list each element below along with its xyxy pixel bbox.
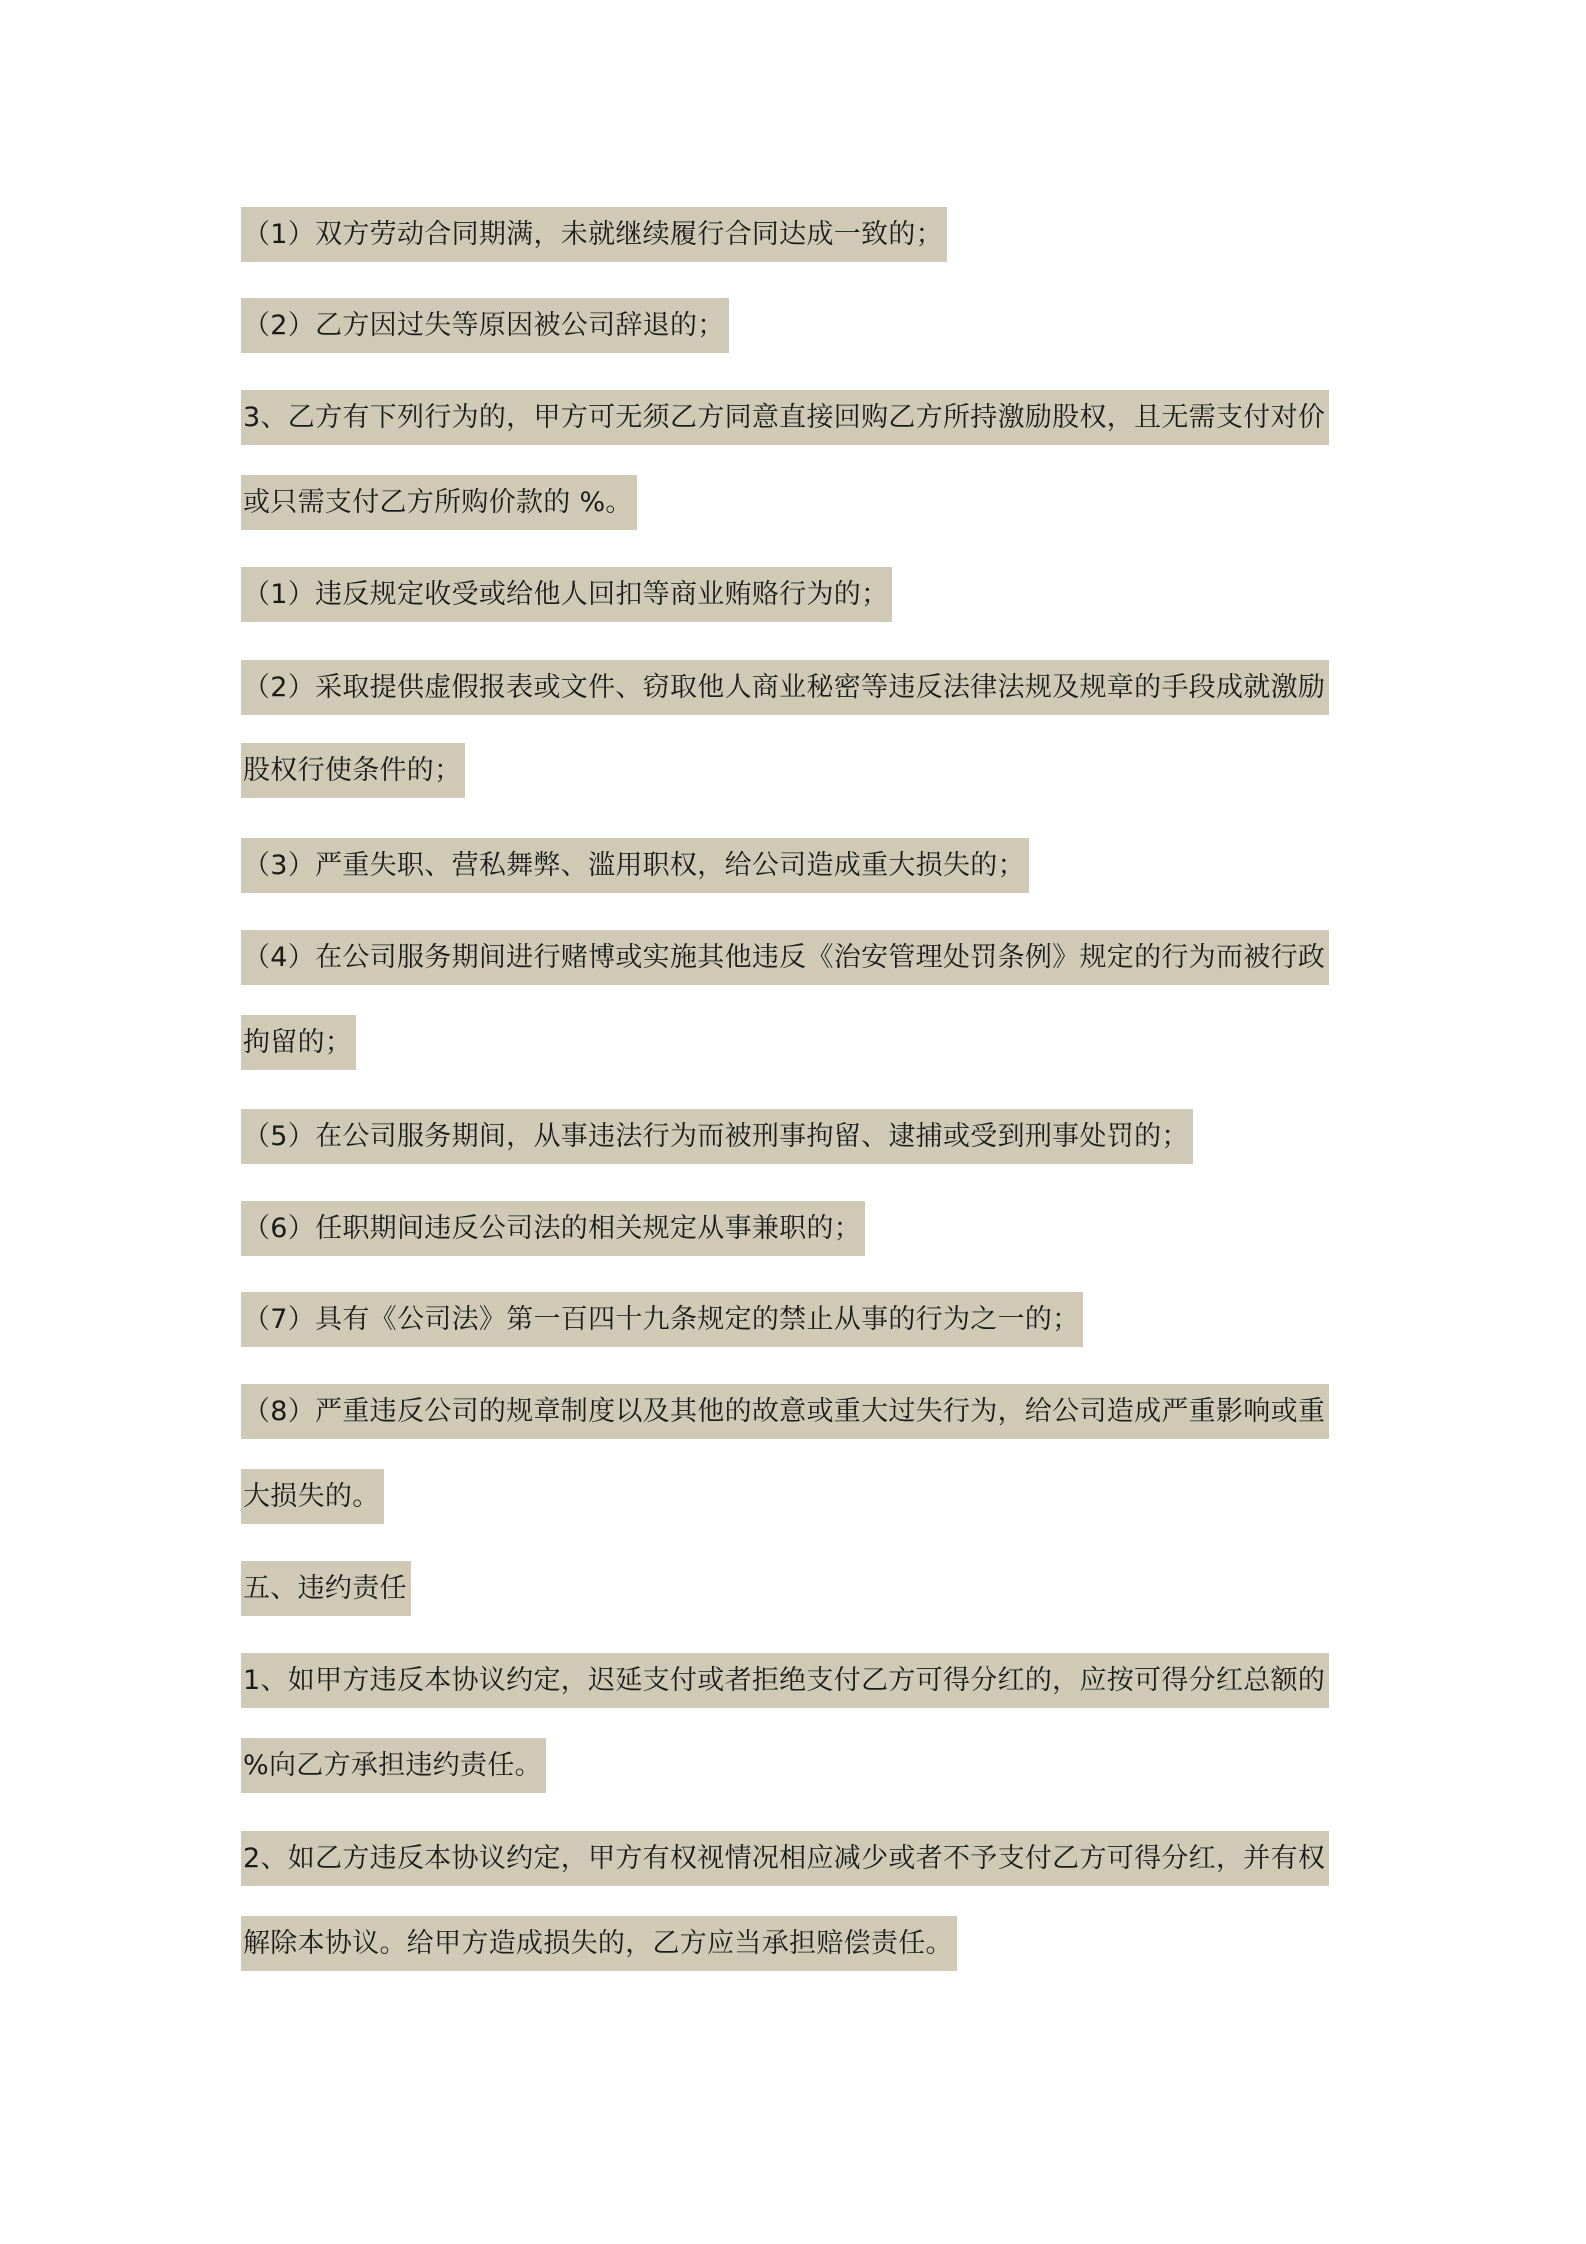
clause-line (241, 1015, 356, 1070)
clause-line (241, 475, 637, 530)
highlighted-text: （8）严重违反公司的规章制度以及其他的故意或重大过失行为，给公司造成严重影响或重 (241, 1384, 1329, 1439)
highlighted-text: 2、如乙方违反本协议约定，甲方有权视情况相应减少或者不予支付乙方可得分红，并有权 (241, 1831, 1329, 1886)
clause-line (241, 930, 1329, 985)
clause-line (241, 1738, 546, 1793)
highlighted-text: （1）违反规定收受或给他人回扣等商业贿赂行为的； (241, 567, 892, 622)
highlighted-text: （7）具有《公司法》第一百四十九条规定的禁止从事的行为之一的； (241, 1292, 1083, 1347)
clause-line (241, 1916, 957, 1971)
highlighted-text: 1、如甲方违反本协议约定，迟延支付或者拒绝支付乙方可得分红的，应按可得分红总额的 (241, 1653, 1329, 1708)
highlighted-text: （2）乙方因过失等原因被公司辞退的； (241, 298, 729, 353)
section-heading (241, 1561, 411, 1616)
clause-line (241, 298, 729, 353)
highlighted-text: （3）严重失职、营私舞弊、滥用职权，给公司造成重大损失的； (241, 838, 1029, 893)
highlighted-text: 五、违约责任 (241, 1561, 411, 1616)
highlighted-text: （1）双方劳动合同期满，未就继续履行合同达成一致的； (241, 207, 947, 262)
highlighted-text: （4）在公司服务期间进行赌博或实施其他违反《治安管理处罚条例》规定的行为而被行政 (241, 930, 1329, 985)
highlighted-text: 股权行使条件的； (241, 743, 465, 798)
clause-line (241, 1201, 865, 1256)
highlighted-text: 解除本协议。给甲方造成损失的，乙方应当承担赔偿责任。 (241, 1916, 957, 1971)
highlighted-text: %向乙方承担违约责任。 (241, 1738, 546, 1793)
clause-line (241, 1384, 1329, 1439)
clause-line (241, 390, 1329, 445)
clause-line (241, 838, 1029, 893)
highlighted-text: 3、乙方有下列行为的，甲方可无须乙方同意直接回购乙方所持激励股权，且无需支付对价 (241, 390, 1329, 445)
clause-line (241, 1109, 1193, 1164)
highlighted-text: （5）在公司服务期间，从事违法行为而被刑事拘留、逮捕或受到刑事处罚的； (241, 1109, 1193, 1164)
clause-line (241, 1292, 1083, 1347)
clause-line (241, 660, 1329, 715)
clause-line (241, 1831, 1329, 1886)
highlighted-text: 大损失的。 (241, 1469, 384, 1524)
highlighted-text: （2）采取提供虚假报表或文件、窃取他人商业秘密等违反法律法规及规章的手段成就激励 (241, 660, 1329, 715)
clause-line (241, 207, 947, 262)
highlighted-text: 拘留的； (241, 1015, 356, 1070)
highlighted-text: （6）任职期间违反公司法的相关规定从事兼职的； (241, 1201, 865, 1256)
clause-line (241, 1469, 384, 1524)
clause-line (241, 743, 465, 798)
highlighted-text: 或只需支付乙方所购价款的 %。 (241, 475, 637, 530)
clause-line (241, 1653, 1329, 1708)
clause-line (241, 567, 892, 622)
